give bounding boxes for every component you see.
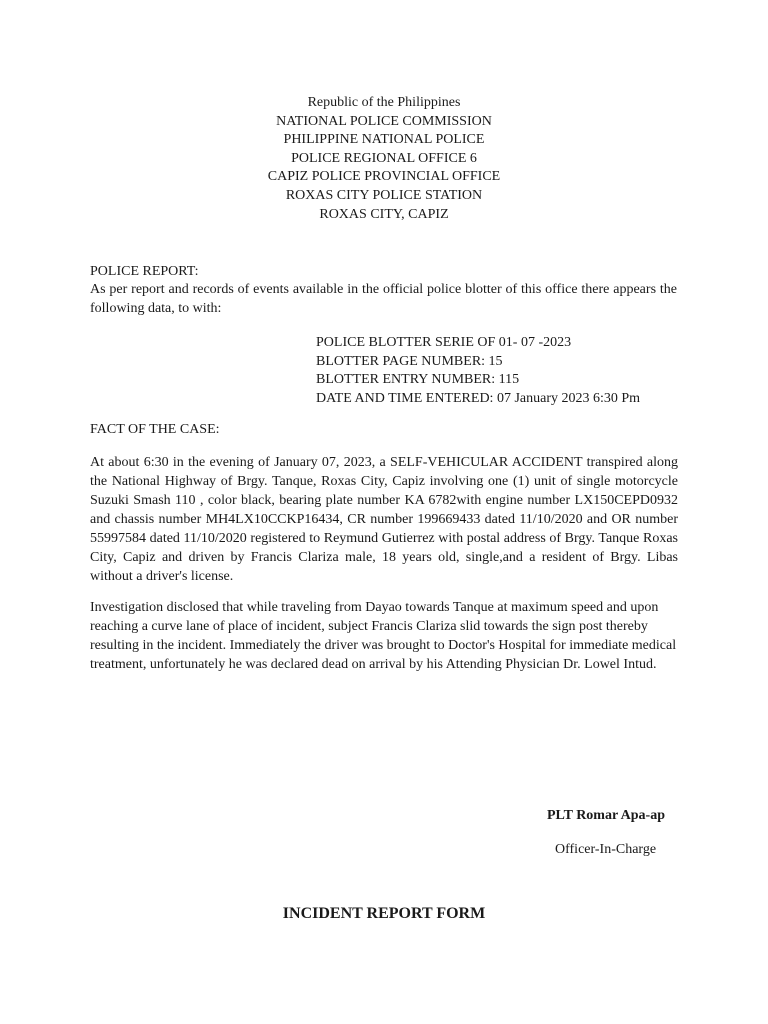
letterhead-republic: Republic of the Philippines xyxy=(307,95,461,110)
letterhead-provincial-office: CAPIZ POLICE PROVINCIAL OFFICE xyxy=(267,169,501,185)
letterhead xyxy=(0,94,768,224)
fact-of-case-heading: FACT OF THE CASE: xyxy=(90,422,220,437)
blotter-date-time: DATE AND TIME ENTERED: 07 January 2023 6:30 Pm xyxy=(316,390,641,406)
fact-paragraph-1: At about 6:30 in the evening of January 07, 2023, a SELF-VEHICULAR ACCIDENT transpired along the National Highway of Brgy. Tanque, Roxas City, Capiz involving one (1) unit of single motorcycle Suzuki Smash 110 , color black, bearing plate number KA 6782with engine number LX150CEPD0932 and chassis number MH4LX10CCKP16434, CR number 199669433 dated 11/10/2020 and OR number 55997584 dated 11/10/2020 registered to Reymund Gutierrez with postal address of Brgy. Tanque Roxas City, Capiz and driven by Francis Clariza male, 18 years old, single,and a resident of Brgy. Libas without a driver's license. xyxy=(90,455,678,584)
letterhead-city: ROXAS CITY, CAPIZ xyxy=(319,206,449,222)
letterhead-station: ROXAS CITY POLICE STATION xyxy=(285,187,483,203)
officer-name: PLT Romar Apa-ap xyxy=(547,808,665,823)
letterhead-pnp: PHILIPPINE NATIONAL POLICE xyxy=(283,132,485,148)
letterhead-napolcom: NATIONAL POLICE COMMISSION xyxy=(276,113,492,129)
blotter-serie: POLICE BLOTTER SERIE OF 01- 07 -2023 xyxy=(316,335,572,350)
incident-report-form-title: INCIDENT REPORT FORM xyxy=(282,905,486,922)
officer-title: Officer-In-Charge xyxy=(555,842,657,857)
blotter-details xyxy=(316,334,640,408)
blotter-entry-number: BLOTTER ENTRY NUMBER: 115 xyxy=(316,372,520,388)
fact-paragraph-2: Investigation disclosed that while traveling from Dayao towards Tanque at maximum speed and upon reaching a curve lane of place of incident, subject Francis Clariza slid towards the sign post thereby resulting in the incident. Immediately the driver was brought to Doctor's Hospital for immediate medical treatment, unfortunately he was declared dead on arrival by his Attending Physician Dr. Lowel Intud. xyxy=(90,600,677,672)
blotter-page-number: BLOTTER PAGE NUMBER: 15 xyxy=(316,353,503,369)
letterhead-regional-office: POLICE REGIONAL OFFICE 6 xyxy=(291,150,477,166)
report-intro-text: As per report and records of events available in the official police blotter of this office there appears the following data, to with: xyxy=(90,282,677,316)
police-report-label: POLICE REPORT: xyxy=(90,264,199,279)
